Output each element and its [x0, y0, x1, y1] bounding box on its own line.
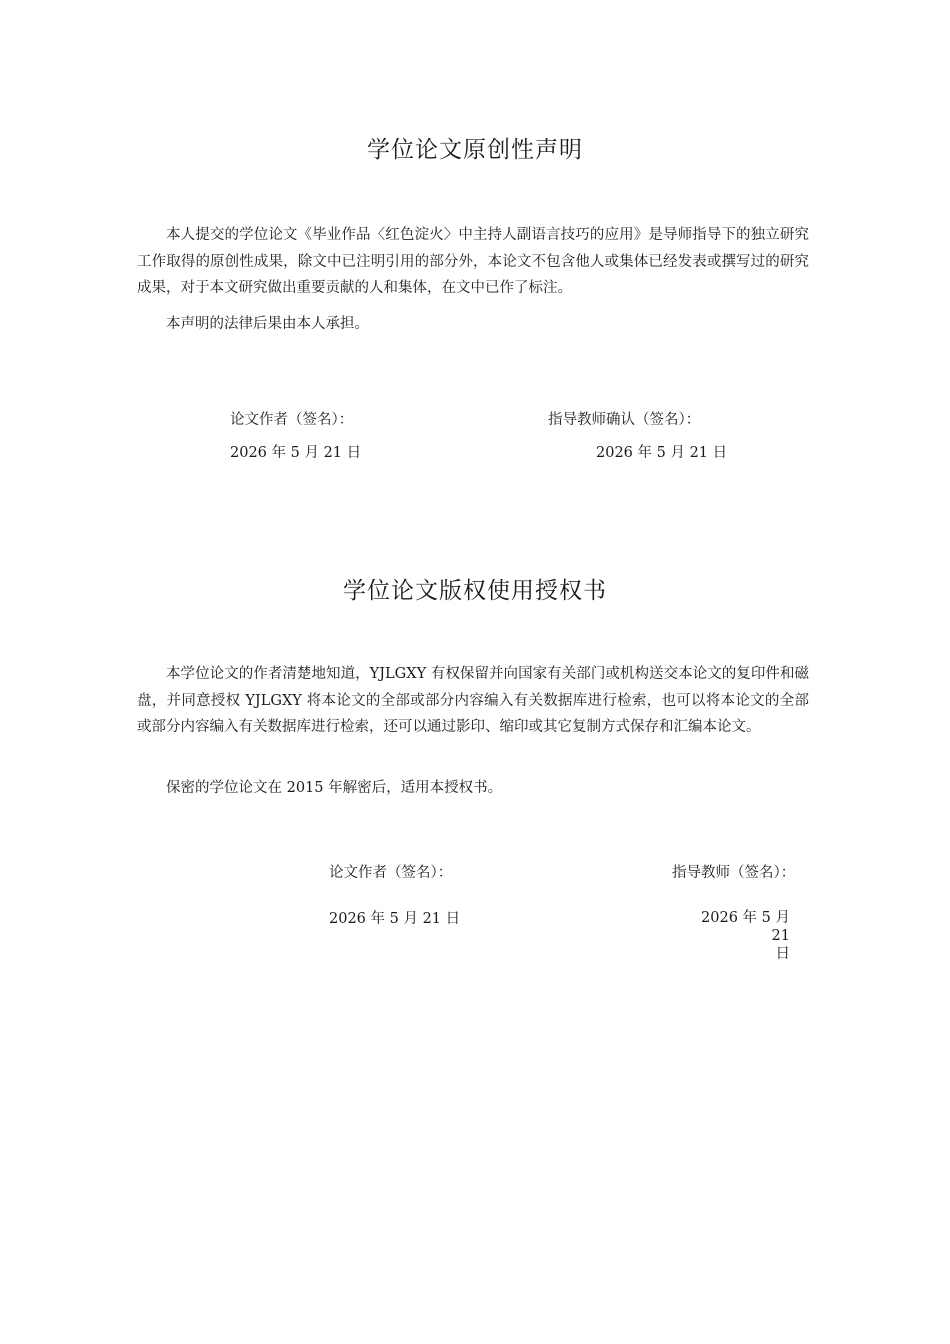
authorization-title: 学位论文版权使用授权书 — [343, 578, 607, 604]
declaration-title: 学位论文原创性声明 — [367, 137, 583, 163]
authorization-advisor-date-line-1: 2026 年 5 月 — [701, 910, 790, 926]
authorization-paragraph-2: 保密的学位论文在 2015 年解密后，适用本授权书。 — [166, 780, 503, 796]
authorization-paragraph-1: 本学位论文的作者清楚地知道，YJLGXY 有权保留并向国家有关部门或机构送交本论文的复印件和磁盘，并同意授权 YJLGXY 将本论文的全部或部分内容编入有关数据库进行检索，也可以将本论文的全部或部分内容编入有关数据库进行检索，还可以通过影印、缩印或其它复制方式保存和汇编本论文。 — [137, 666, 809, 735]
declaration-advisor-date: 2026 年 5 月 21 日 — [596, 445, 728, 461]
authorization-advisor-date-line-3: 日 — [775, 946, 790, 962]
authorization-author-date: 2026 年 5 月 21 日 — [329, 911, 461, 927]
declaration-author-signature-label: 论文作者（签名）： — [230, 412, 354, 428]
authorization-advisor-date — [700, 909, 790, 963]
authorization-advisor-date-line-2: 21 — [771, 928, 790, 944]
authorization-advisor-signature-label: 指导教师（签名）： — [672, 865, 796, 881]
declaration-paragraph-2: 本声明的法律后果由本人承担。 — [166, 316, 369, 332]
authorization-author-signature-label: 论文作者（签名）： — [329, 865, 453, 881]
declaration-advisor-signature-label: 指导教师确认（签名）： — [548, 412, 701, 428]
declaration-paragraph-1: 本人提交的学位论文《毕业作品〈红色淀火〉中主持人副语言技巧的应用》是导师指导下的独立研究工作取得的原创性成果，除文中已注明引用的部分外，本论文不包含他人或集体已经发表或撰写过的研究成果，对于本文研究做出重要贡献的人和集体，在文中已作了标注。 — [137, 227, 809, 296]
declaration-author-date: 2026 年 5 月 21 日 — [230, 445, 362, 461]
